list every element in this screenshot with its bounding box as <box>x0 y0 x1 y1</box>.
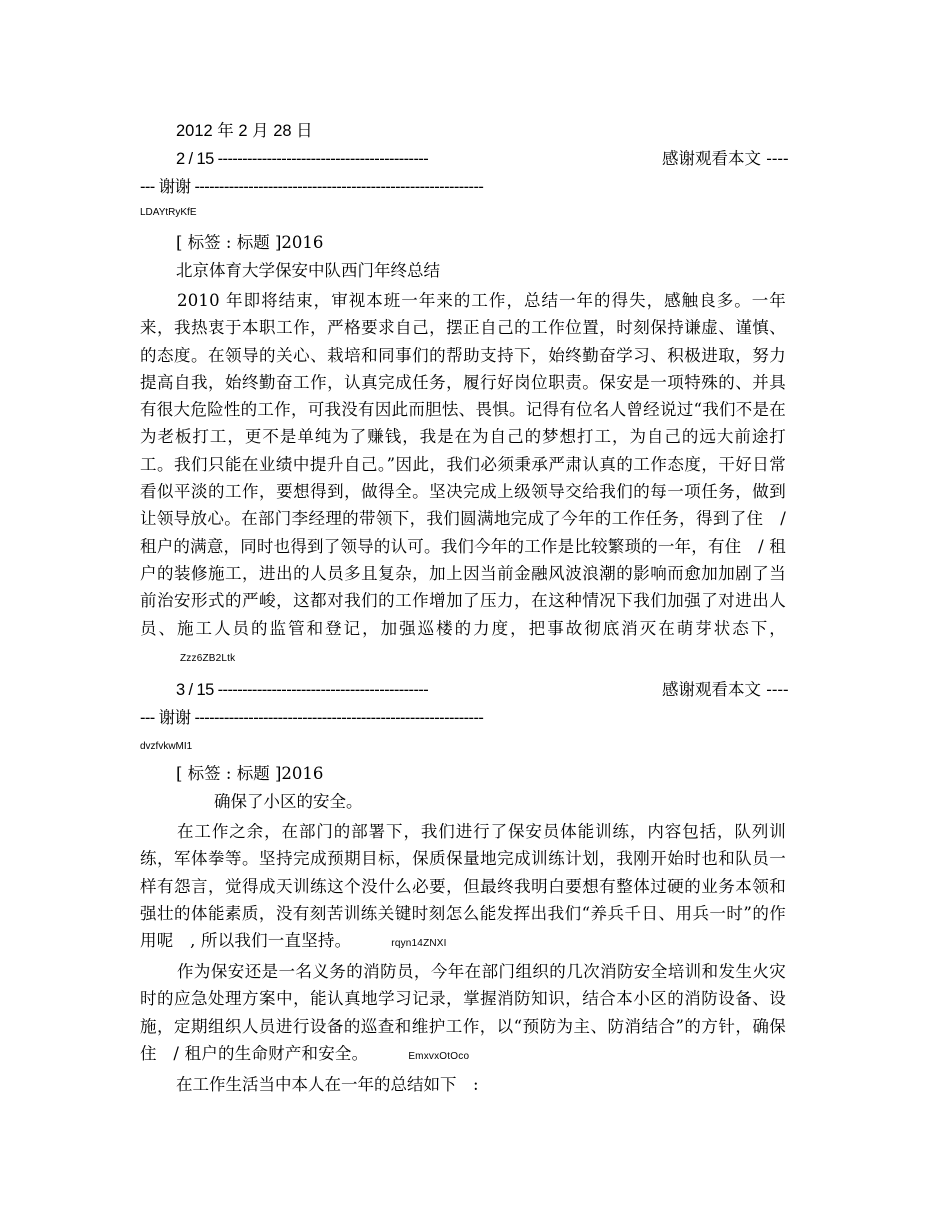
paragraph-1 <box>140 287 786 672</box>
thanks-continuation: --- 谢谢 ----------------------------------------------------------- <box>140 709 484 727</box>
page-marker: 3 / 15 ------------------------------------------- <box>176 681 429 699</box>
tag-line: [ 标签 : 标题 ]2016 <box>176 233 324 252</box>
thanks-text: 感谢观看本文 ---- <box>662 680 789 699</box>
date-line: 2012 年 2 月 28 日 <box>176 122 313 140</box>
paragraph-text: 在工作之余，在部门的部署下，我们进行了保安员体能训练，内容包括，队列训练，军体拳等。坚持完成预期目标，保质保量地完成训练计划，我刚开始时也和队员一样有怨言，觉得成天训练这个没什么必要，但最终我明白要想有整体过硬的业务本领和强壮的体能素质，没有刻苦训练关键时刻怎么能发挥出我们“养兵千日、用兵一时”的作用呢 , 所以我们一直坚持。 <box>140 822 786 951</box>
watermark-code: dvzfvkwMI1 <box>140 741 193 752</box>
paragraph-text: 作为保安还是一名义务的消防员，今年在部门组织的几次消防安全培训和发生火灾时的应急处理方案中，能认真地学习记录，掌握消防知识，结合本小区的消防设备、设施，定期组织人员进行设备的巡查和维护工作，以“预防为主、防消结合”的方针，确保住 / 租户的生命财产和安全。 <box>140 962 786 1063</box>
watermark-code: Zzz6ZB2Ltk <box>180 652 236 664</box>
thanks-text: 感谢观看本文 ---- <box>662 149 789 168</box>
document-title: 北京体育大学保安中队西门年终总结 <box>176 261 440 280</box>
paragraph-4: 在工作生活当中本人在一年的总结如下 : <box>176 1075 479 1094</box>
thanks-continuation: --- 谢谢 ----------------------------------------------------------- <box>140 178 484 196</box>
page-marker: 2 / 15 ------------------------------------------- <box>176 150 429 168</box>
watermark-code: EmxvxOtOco <box>408 1050 470 1062</box>
watermark-code: rqyn14ZNXI <box>391 938 447 950</box>
paragraph-3 <box>140 958 786 1070</box>
paragraph-2 <box>140 818 786 957</box>
continued-text: 确保了小区的安全。 <box>214 792 363 811</box>
watermark-code: LDAYtRyKfE <box>140 207 197 218</box>
tag-line: [ 标签 : 标题 ]2016 <box>176 764 324 783</box>
paragraph-text: 2010 年即将结束，审视本班一年来的工作，总结一年的得失，感触良多。一年来，我热衷于本职工作，严格要求自己，摆正自己的工作位置，时刻保持谦虚、谨慎、的态度。在领导的关心、栽培和同事们的帮助支持下，始终勤奋学习、积极进取，努力提高自我，始终勤奋工作，认真完成任务，履行好岗位职责。保安是一项特殊的、并具有很大危险性的工作，可我没有因此而胆怯、畏惧。记得有位名人曾经说过“我们不是在为老板打工，更不是单纯为了赚钱，我是在为自己的梦想打工，为自己的远大前途打工。我们只能在业绩中提升自己。”因此，我们必须秉承严肃认真的工作态度，干好日常看似平淡的工作，要想得到，做得全。坚决完成上级领导交给我们的每一项任务，做到让领导放心。在部门李经理的带领下，我们圆满地完成了今年的工作任务，得到了住 / 租户的满意，同时也得到了领导的认可。我们今年的工作是比较繁琐的一年，有住 / 租户的装修施工，进出的人员多且复杂，加上因当前金融风波浪潮的影响而愈加加剧了当前治安形式的严峻，这都对我们的工作增加了压力，在这种情况下我们加强了对进出人员、施工人员的监管和登记，加强巡楼的力度，把事故彻底消灭在萌芽状态下， <box>140 291 786 638</box>
